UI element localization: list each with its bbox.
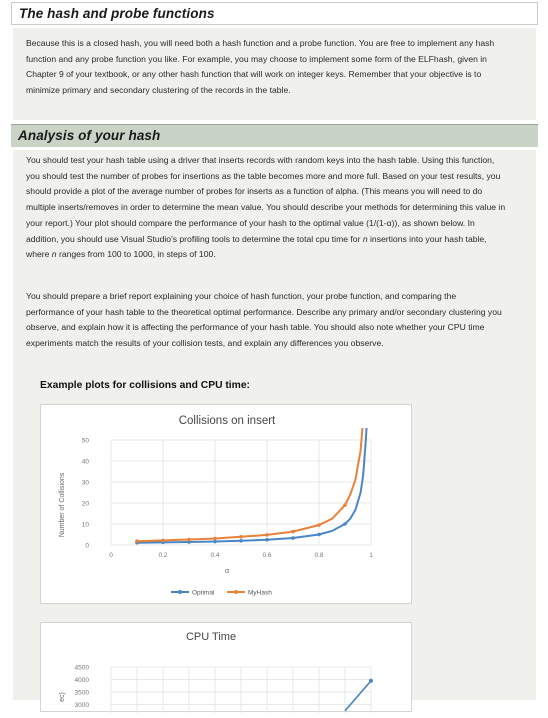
data-point (265, 538, 269, 542)
series-line (345, 681, 371, 711)
data-point (239, 535, 243, 539)
x-tick-label: 0.8 (314, 552, 324, 559)
chart-title: CPU Time (185, 631, 237, 643)
data-point (291, 530, 295, 534)
data-point (161, 539, 165, 543)
y-tick-label: 10 (81, 521, 89, 529)
cpu-time-chart (40, 622, 412, 712)
y-tick-label: 3000 (74, 702, 89, 709)
italic-variable: n (362, 233, 368, 244)
section-header-hash-probe (11, 2, 538, 25)
y-tick-label: 40 (81, 458, 89, 466)
x-tick-label: 1 (369, 552, 373, 559)
data-point (239, 539, 243, 543)
y-tick-label: 30 (81, 479, 89, 487)
y-tick-label: 4500 (74, 664, 89, 672)
data-point (343, 503, 347, 507)
hash-probe-paragraph: Because this is a closed hash, you will need both a hash function and a probe function. You are free to implement any hash function and any probe function you like. For example, you may choose to implement some form of the ELFhash, given in Chapter 9 of your textbook, or any other hash function that will work on integer keys. Remember that your objective is to minimize primary and secondary clustering of the records in the table. (26, 38, 495, 96)
legend-label: MyHash (248, 589, 272, 597)
y-axis-label: ec) (59, 692, 66, 702)
section-header-analysis (11, 124, 538, 147)
data-point (291, 536, 295, 540)
section-title: Analysis of your hash (18, 128, 161, 143)
data-point (187, 538, 191, 542)
legend-marker (234, 590, 238, 594)
legend-marker (178, 590, 182, 594)
data-point (317, 523, 321, 527)
data-point (135, 539, 139, 543)
x-tick-label: 0.4 (210, 552, 220, 559)
text-run: insertions into your hash table, where (26, 233, 487, 260)
data-point (369, 679, 373, 683)
text-run: ranges from 100 to 1000, in steps of 100. (56, 249, 216, 260)
x-axis-label: α (224, 568, 230, 575)
legend-label: Optimal (192, 589, 215, 597)
collisions-chart-svg (41, 405, 413, 605)
collisions-chart (40, 404, 412, 604)
analysis-paragraph-2: You should prepare a brief report explaining your choice of hash function, your probe function, and comparing the performance of your hash table to the theoretical optimal performance. Describe any primary and/or secondary clustering you observe, and explain how it is affecting the performance of your hash table. You should also note whether your CPU time experiments match the results of your collision tests, and explain any differences you observe. (26, 291, 502, 349)
y-axis-label: Number of Collisions (59, 472, 66, 538)
plots-heading: Example plots for collisions and CPU time: (40, 380, 250, 391)
x-tick-label: 0.2 (158, 552, 168, 559)
y-tick-label: 3500 (74, 689, 89, 697)
x-tick-label: 0 (109, 552, 113, 559)
x-tick-label: 0.6 (262, 552, 272, 559)
data-point (213, 537, 217, 541)
y-tick-label: 50 (81, 437, 89, 445)
y-tick-label: 4000 (74, 677, 89, 684)
y-tick-label: 0 (85, 542, 89, 550)
text-run: You should test your hash table using a driver that inserts records with random keys into the hash table. Using this function, you should test the number of probes for insertions as the table becomes more and more full. Based on your test results, you should provide a plot of the average number of probes for inserts as a function of alpha. (This means you will need to do multiple inserts/removes in order to determine the mean value. You should describe your methods for determining this value in your report.) Your plot should compare the performance of your hash to the optimal value (1/(1-α)), as shown below. In addition, you should use Visual Studio's profiling tools to determine the total cpu time for (26, 155, 506, 244)
italic-variable: n (51, 249, 57, 260)
analysis-paragraph-1 (26, 153, 506, 263)
data-point (343, 522, 347, 526)
chart-title: Collisions on insert (178, 415, 276, 427)
data-point (317, 533, 321, 537)
section-title: The hash and probe functions (19, 6, 215, 21)
y-tick-label: 20 (81, 500, 89, 508)
data-point (265, 533, 269, 537)
